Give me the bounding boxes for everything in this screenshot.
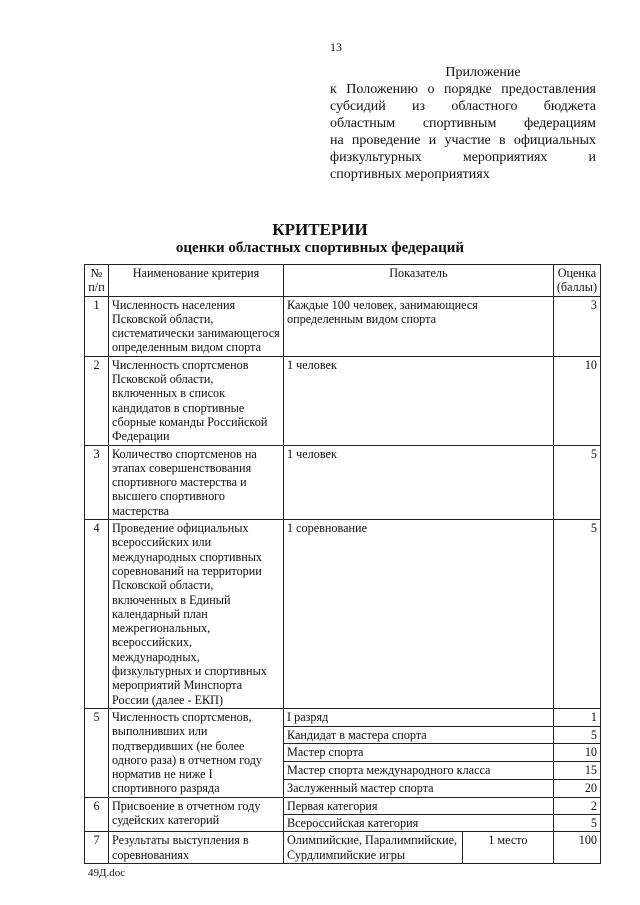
sub-indicator: I разряд <box>284 708 554 726</box>
sub-indicator: Мастер спорта <box>284 744 554 762</box>
sub-score: 10 <box>553 744 600 762</box>
row-indicator: 1 человек <box>284 445 554 519</box>
appendix-line: на проведение и участие в официальных <box>330 133 596 148</box>
table-row <box>85 797 601 814</box>
table-row <box>85 296 601 356</box>
row-place: 1 место <box>463 832 554 864</box>
header-score: Оценка (баллы) <box>553 265 600 297</box>
row-indicator: 1 человек <box>284 356 554 445</box>
appendix-line: к Положению о порядке предоставления <box>330 82 596 97</box>
appendix-line: областным спортивным федерациям <box>330 116 596 131</box>
header-num: № п/п <box>85 265 109 297</box>
row-criterion: Проведение официальных всероссийских или международных спортивных соревнований на территории Псковской области, включенных в Единый календарный план межрегиональных, всероссийских, международных, физкультурных и спортивных мероприятий Минспорта России (далее - ЕКП) <box>109 520 284 709</box>
header-criterion: Наименование критерия <box>109 265 284 297</box>
table-row <box>85 356 601 445</box>
row-num: 7 <box>85 832 109 864</box>
row-num: 3 <box>85 445 109 519</box>
row-games: Олимпийские, Паралимпийские, Сурдлимпийские игры <box>284 832 463 864</box>
row-criterion: Присвоение в отчетном году судейских категорий <box>109 797 284 832</box>
row-score: 5 <box>553 520 600 709</box>
footer-filename: 49Д.doc <box>88 867 126 879</box>
row-criterion: Численность населения Псковской области, систематически занимающегося определенным видом спорта <box>109 296 284 356</box>
row-num: 2 <box>85 356 109 445</box>
document-subtitle: оценки областных спортивных федераций <box>175 240 465 256</box>
table-row <box>85 445 601 519</box>
page-number: 13 <box>330 40 342 54</box>
table-row <box>85 832 601 864</box>
table-row <box>85 520 601 709</box>
row-num: 1 <box>85 296 109 356</box>
row-score: 3 <box>553 296 600 356</box>
sub-score: 5 <box>553 814 600 831</box>
sub-score: 1 <box>553 708 600 726</box>
sub-indicator: Первая категория <box>284 797 554 814</box>
row-indicator: Каждые 100 человек, занимающиеся определенным видом спорта <box>284 296 554 356</box>
sub-score: 5 <box>553 726 600 744</box>
table-header-row <box>85 265 601 297</box>
appendix-line: спортивных мероприятиях <box>330 167 490 182</box>
sub-indicator: Кандидат в мастера спорта <box>284 726 554 744</box>
row-criterion: Результаты выступления в соревнованиях <box>109 832 284 864</box>
row-score: 10 <box>553 356 600 445</box>
sub-score: 20 <box>553 779 600 797</box>
table-row <box>85 708 601 726</box>
sub-score: 2 <box>553 797 600 814</box>
appendix-block <box>330 64 596 183</box>
row-criterion: Количество спортсменов на этапах совершенствования спортивного мастерства и высшего спортивного мастерства <box>109 445 284 519</box>
sub-score: 15 <box>553 762 600 780</box>
appendix-heading: Приложение <box>445 65 521 80</box>
row-criterion: Численность спортсменов, выполнивших или подтвердивших (не более одного раза) в отчетном году норматив не ниже I спортивного разряда <box>109 708 284 797</box>
row-num: 5 <box>85 708 109 797</box>
row-criterion: Численность спортсменов Псковской области, включенных в список кандидатов в спортивные сборные команды Российской Федерации <box>109 356 284 445</box>
row-indicator: 1 соревнование <box>284 520 554 709</box>
row-score: 100 <box>553 832 600 864</box>
sub-indicator: Заслуженный мастер спорта <box>284 779 554 797</box>
sub-indicator: Всероссийская категория <box>284 814 554 831</box>
appendix-line: субсидий из областного бюджета <box>330 99 596 114</box>
row-score: 5 <box>553 445 600 519</box>
row-num: 6 <box>85 797 109 832</box>
document-title: КРИТЕРИИ <box>272 220 368 239</box>
header-indicator: Показатель <box>284 265 554 297</box>
sub-indicator: Мастер спорта международного класса <box>284 762 554 780</box>
criteria-table <box>84 264 601 864</box>
appendix-line: физкультурных мероприятиях и <box>330 150 596 165</box>
row-num: 4 <box>85 520 109 709</box>
